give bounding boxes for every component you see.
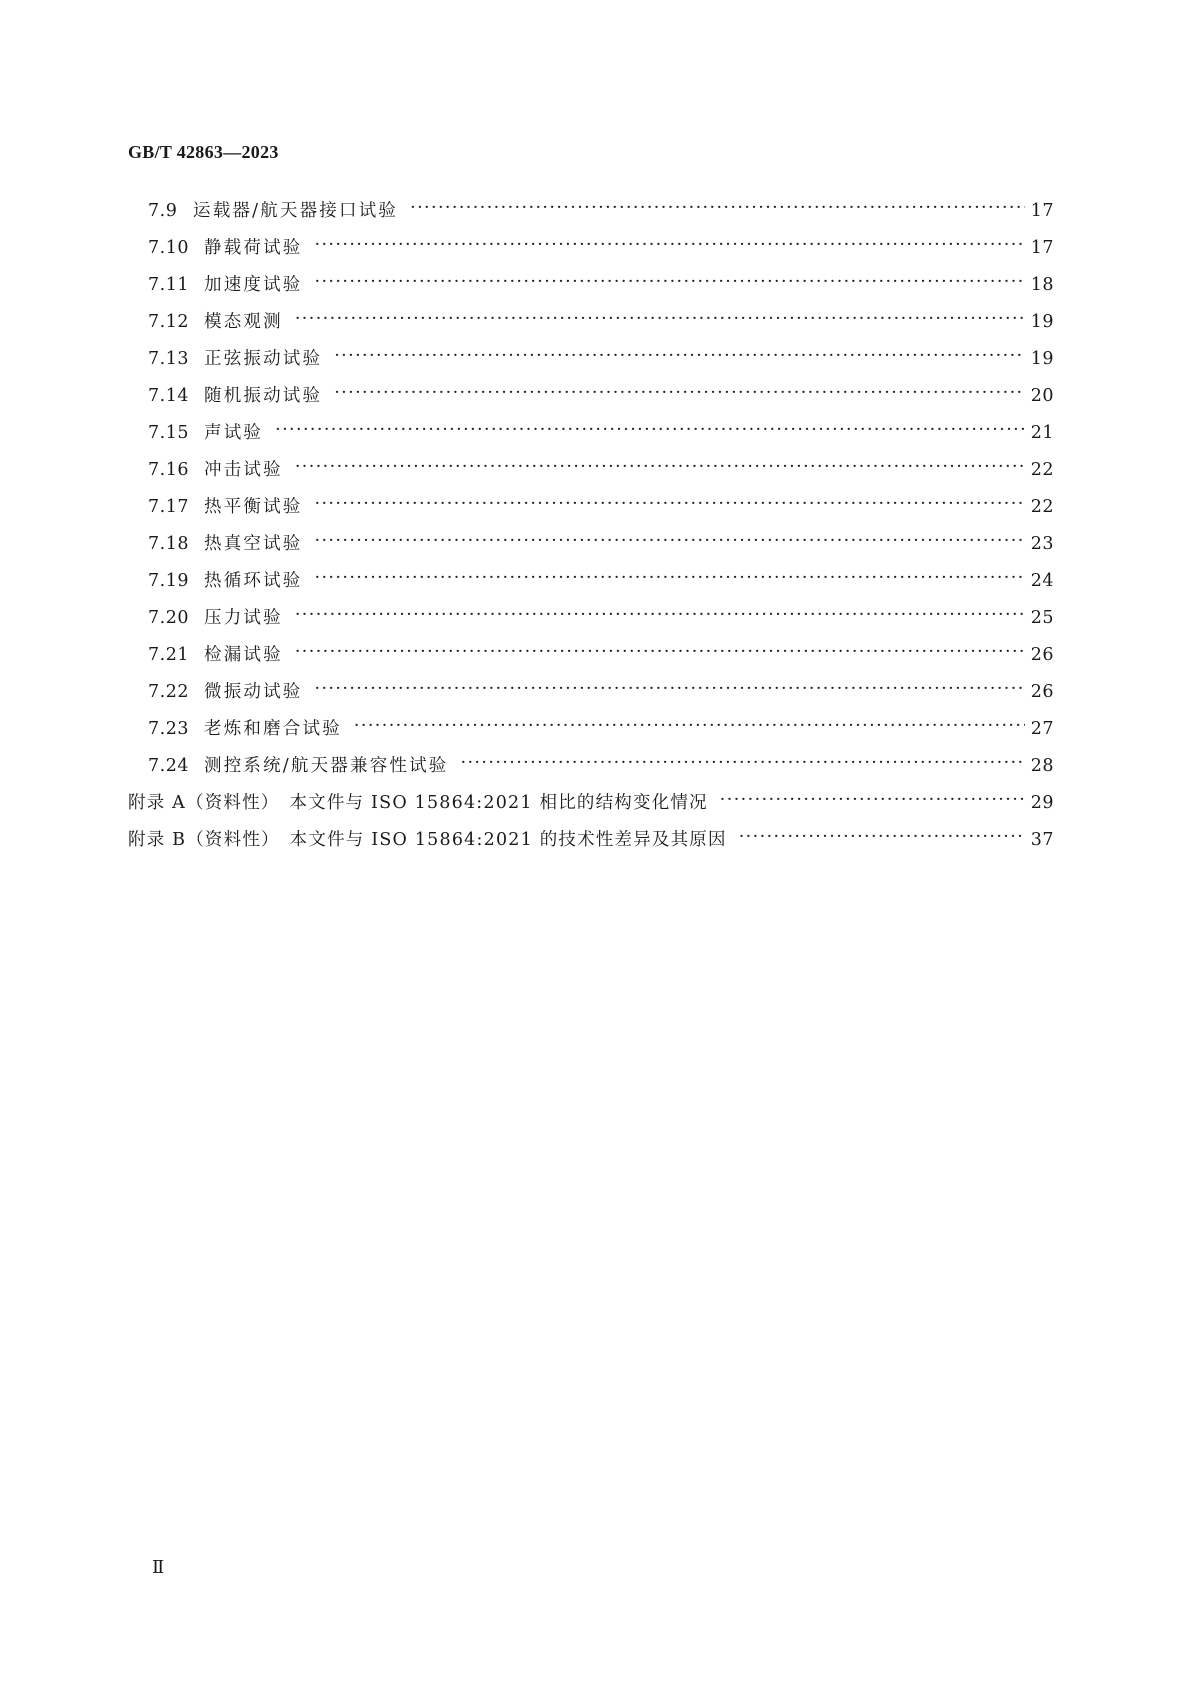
toc-entry[interactable] (128, 563, 1054, 600)
toc-leader-dots (315, 227, 1025, 264)
toc-entry[interactable] (128, 674, 1054, 711)
toc-entry-page: 17 (1030, 201, 1054, 221)
toc-entry-number: 7.13 (148, 349, 189, 369)
toc-entry[interactable] (128, 341, 1054, 378)
toc-entry-title: 压力试验 (204, 608, 283, 628)
toc-entry-title: 静载荷试验 (204, 238, 303, 258)
table-of-contents (128, 193, 1054, 859)
toc-annex-entry[interactable] (128, 822, 1054, 859)
toc-entry-number: 7.17 (148, 497, 189, 517)
toc-leader-dots (295, 449, 1025, 486)
toc-entry[interactable] (128, 193, 1054, 230)
toc-entry-number: 7.12 (148, 312, 189, 332)
toc-entry[interactable] (128, 489, 1054, 526)
toc-entry-number: 7.21 (148, 645, 189, 665)
toc-entry-title: 热循环试验 (204, 571, 303, 591)
toc-entry[interactable] (128, 230, 1054, 267)
toc-entry-title: 老炼和磨合试验 (204, 719, 342, 739)
toc-entry-page: 28 (1030, 756, 1054, 776)
toc-entry-number: 7.20 (148, 608, 189, 628)
toc-annex-entry[interactable] (128, 785, 1054, 822)
toc-entry-title: 热平衡试验 (204, 497, 303, 517)
toc-annex-title: 附录 A（资料性） 本文件与 ISO 15864:2021 相比的结构变化情况 (128, 793, 708, 813)
toc-entry-page: 21 (1030, 423, 1054, 443)
toc-entry[interactable] (128, 378, 1054, 415)
toc-entry-number: 7.23 (148, 719, 189, 739)
toc-annex-page: 37 (1030, 830, 1054, 850)
toc-leader-dots (315, 523, 1025, 560)
toc-leader-dots (720, 782, 1025, 819)
toc-annex-title: 附录 B（资料性） 本文件与 ISO 15864:2021 的技术性差异及其原因 (128, 830, 727, 850)
toc-leader-dots (315, 560, 1025, 597)
toc-entry-number: 7.19 (148, 571, 189, 591)
toc-leader-dots (315, 486, 1025, 523)
toc-entry[interactable] (128, 415, 1054, 452)
toc-leader-dots (295, 597, 1025, 634)
toc-entry-number: 7.10 (148, 238, 189, 258)
toc-entry-page: 26 (1030, 682, 1054, 702)
toc-entry-page: 19 (1030, 312, 1054, 332)
toc-entry[interactable] (128, 452, 1054, 489)
toc-entry[interactable] (128, 711, 1054, 748)
toc-entry-number: 7.16 (148, 460, 189, 480)
toc-entry-page: 22 (1030, 460, 1054, 480)
toc-entry-title: 声试验 (204, 423, 264, 443)
toc-entry-page: 22 (1030, 497, 1054, 517)
standard-code: GB/T 42863—2023 (128, 142, 279, 162)
page-number: Ⅱ (152, 1557, 165, 1577)
toc-entry-number: 7.24 (148, 756, 189, 776)
toc-leader-dots (739, 819, 1025, 856)
toc-entry-number: 7.9 (148, 201, 178, 221)
toc-entry[interactable] (128, 267, 1054, 304)
toc-entry-title: 随机振动试验 (204, 386, 323, 406)
toc-leader-dots (275, 412, 1025, 449)
toc-entry-title: 加速度试验 (204, 275, 303, 295)
toc-entry-number: 7.14 (148, 386, 189, 406)
toc-entry[interactable] (128, 637, 1054, 674)
toc-entry-number: 7.11 (148, 275, 189, 295)
toc-entry-page: 17 (1030, 238, 1054, 258)
toc-entry-title: 冲击试验 (204, 460, 283, 480)
toc-entry-title: 正弦振动试验 (204, 349, 323, 369)
toc-annex-page: 29 (1030, 793, 1054, 813)
toc-leader-dots (461, 745, 1025, 782)
toc-leader-dots (354, 708, 1025, 745)
toc-entry-page: 25 (1030, 608, 1054, 628)
toc-entry-page: 18 (1030, 275, 1054, 295)
toc-entry-title: 运载器/航天器接口试验 (193, 201, 399, 221)
toc-leader-dots (315, 671, 1025, 708)
toc-entry-title: 微振动试验 (204, 682, 303, 702)
toc-entry-number: 7.18 (148, 534, 189, 554)
toc-leader-dots (410, 190, 1025, 227)
toc-entry-title: 检漏试验 (204, 645, 283, 665)
toc-entry-page: 27 (1030, 719, 1054, 739)
toc-entry-page: 19 (1030, 349, 1054, 369)
toc-entry-page: 24 (1030, 571, 1054, 591)
toc-entry[interactable] (128, 304, 1054, 341)
toc-entry-title: 热真空试验 (204, 534, 303, 554)
toc-leader-dots (315, 264, 1025, 301)
toc-entry[interactable] (128, 748, 1054, 785)
toc-entry-number: 7.22 (148, 682, 189, 702)
toc-leader-dots (295, 634, 1025, 671)
toc-entry-title: 测控系统/航天器兼容性试验 (204, 756, 449, 776)
toc-entry-number: 7.15 (148, 423, 189, 443)
toc-entry-page: 23 (1030, 534, 1054, 554)
toc-leader-dots (334, 338, 1025, 375)
toc-entry[interactable] (128, 600, 1054, 637)
toc-entry-page: 26 (1030, 645, 1054, 665)
toc-leader-dots (295, 301, 1025, 338)
toc-leader-dots (334, 375, 1025, 412)
toc-entry[interactable] (128, 526, 1054, 563)
toc-entry-page: 20 (1030, 386, 1054, 406)
toc-entry-title: 模态观测 (204, 312, 283, 332)
